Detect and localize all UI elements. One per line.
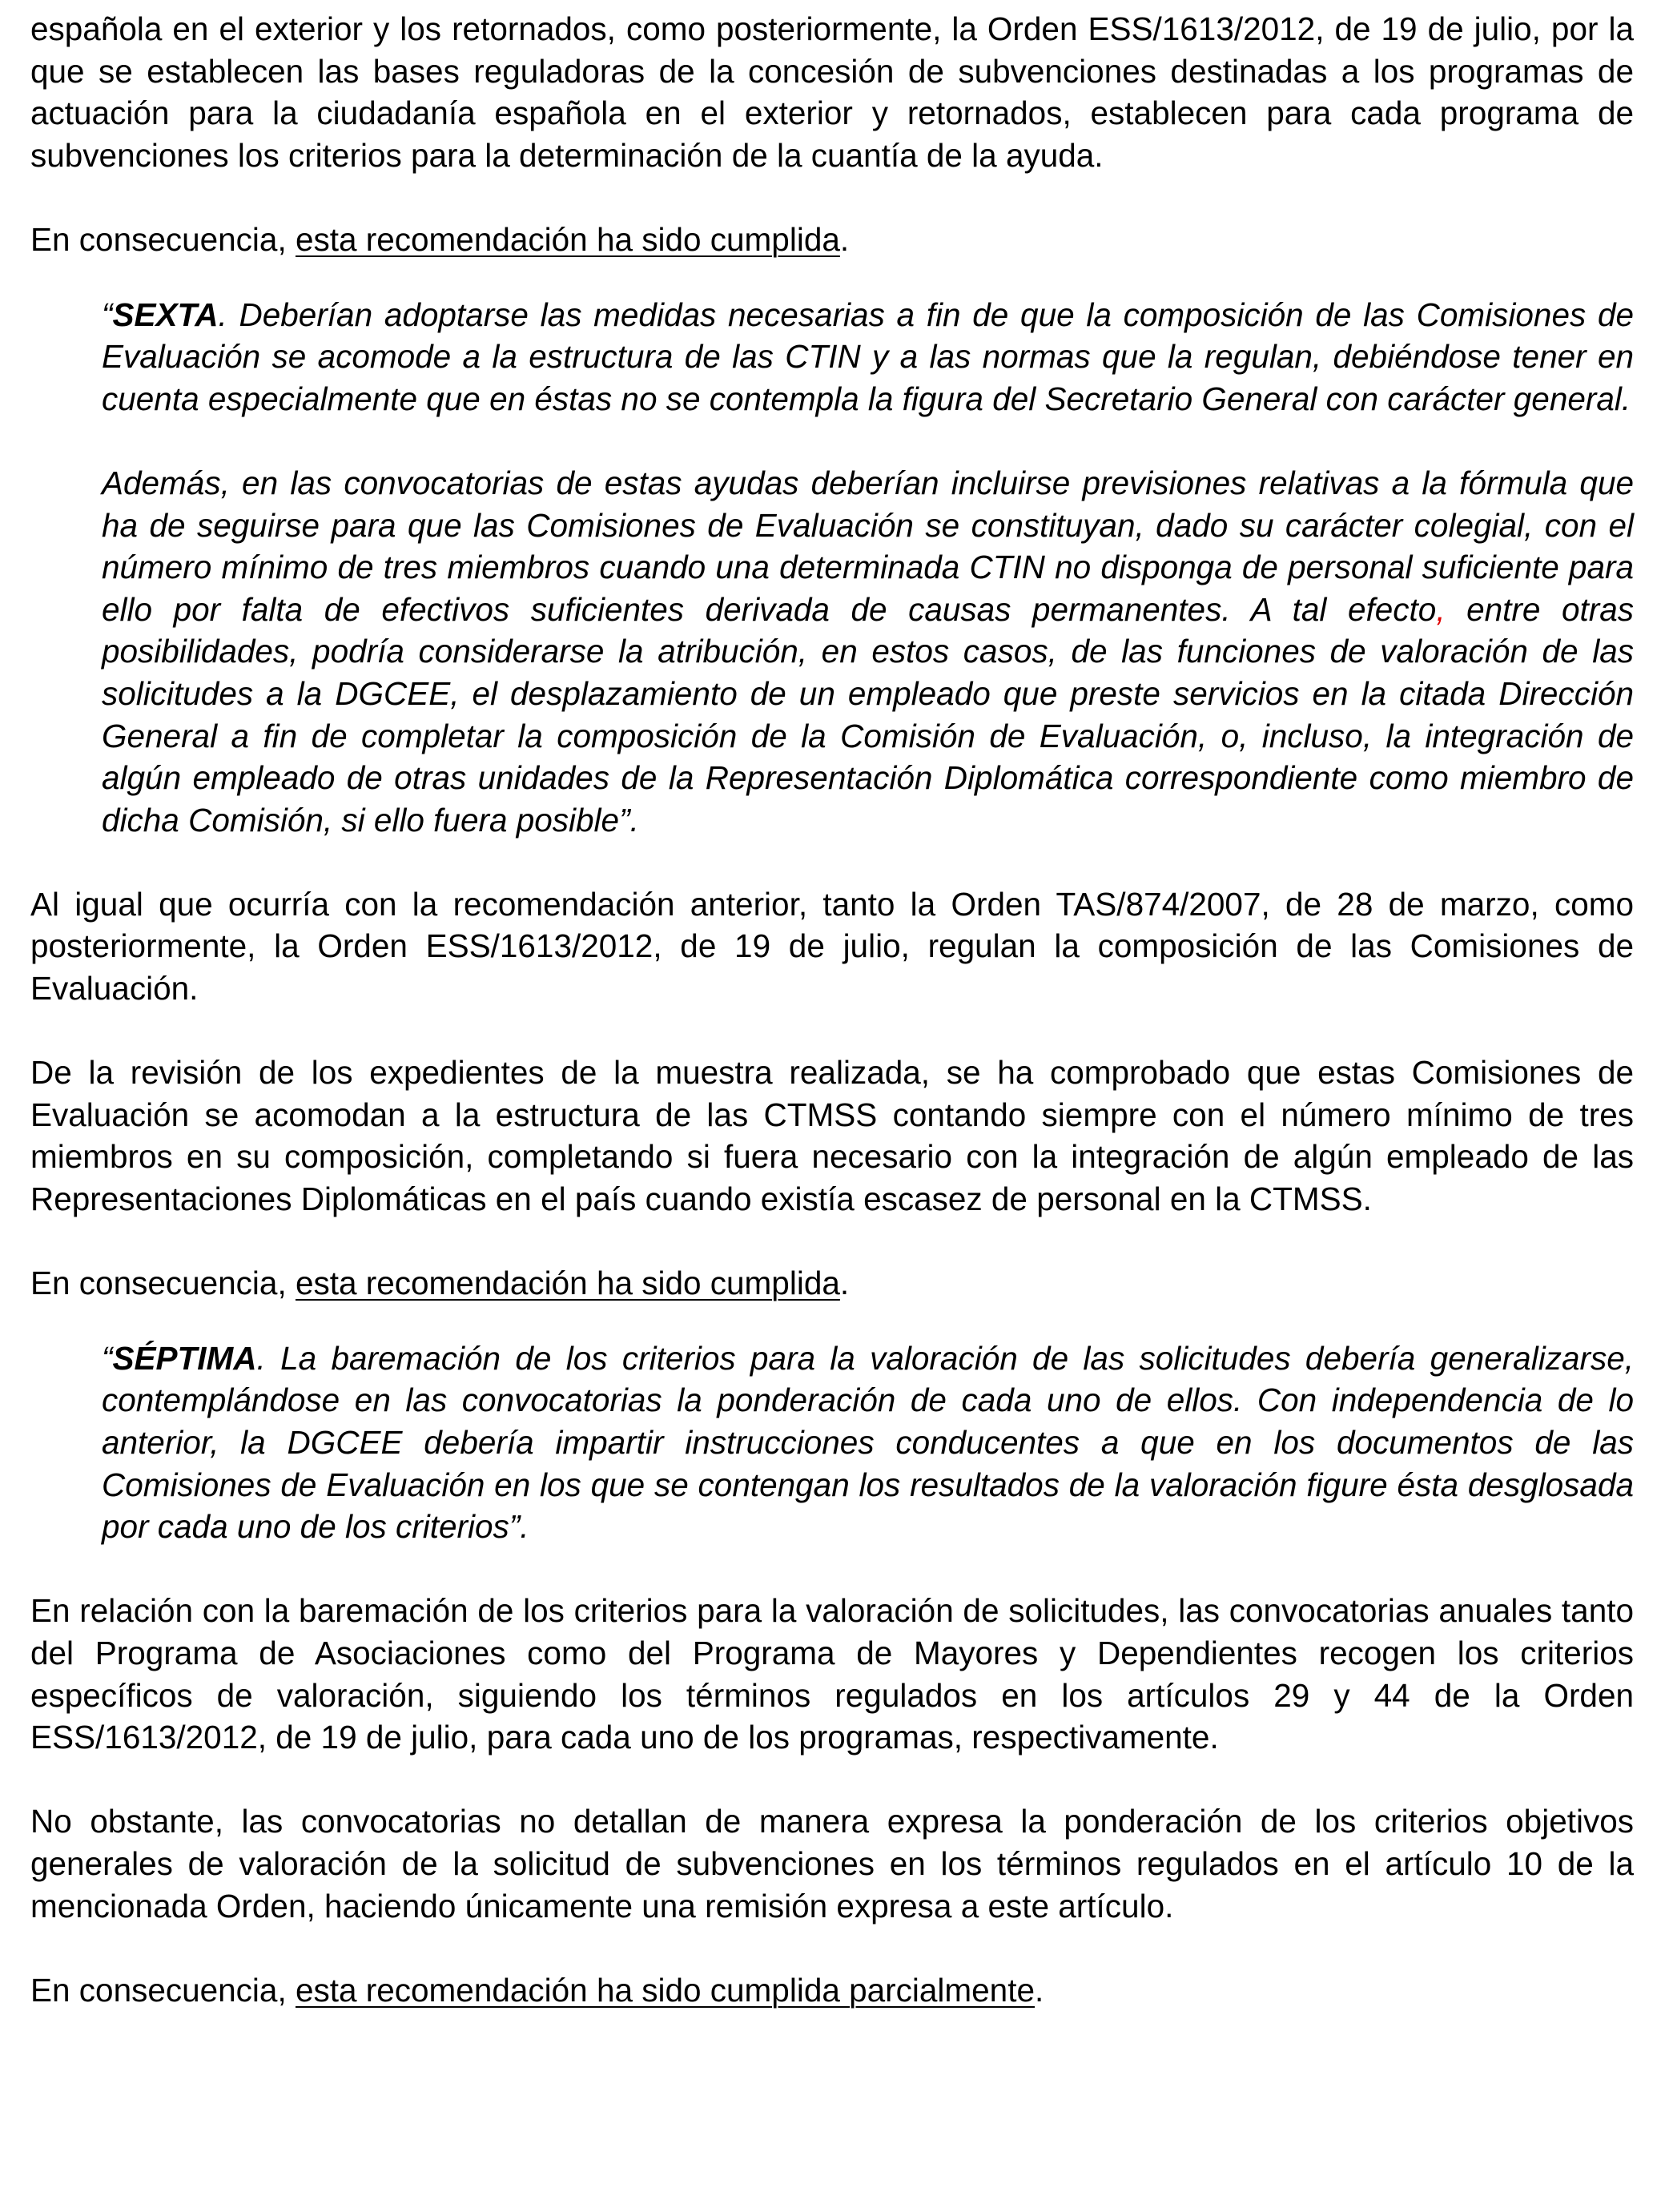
conclusion-sexta: En consecuencia, esta recomendación ha sido cumplida. xyxy=(30,1265,850,1302)
quote-sexta-continued: Además, en las convocatorias de estas ayudas deberían incluirse previsiones relativas a la fórmula que ha de seguirse para que las Comisiones de Evaluación se constituyan, dado su carácter colegial, con el número mínimo de tres miembros cuando una determinada CTIN no disponga de personal suficiente para ello por falta de efectivos suficientes derivada de causas permanentes. A tal efecto, entre otras posibilidades, podría considerarse la atribución, en estos casos, de las funciones de valoración de las solicitudes a la DGCEE, el desplazamiento de un empleado que preste servicios en la citada Dirección General a fin de completar la composición de la Comisión de Evaluación, o, incluso, la integración de algún empleado de otras unidades de la Representación Diplomática correspondiente como miembro de dicha Comisión, si ello fuera posible”. xyxy=(102,464,1635,839)
paragraph-no-obstante: No obstante, las convocatorias no detallan de manera expresa la ponderación de los criterios objetivos generales de valoración de la solicitud de subvenciones en los términos regulados en el artículo 10 de la mencionada Orden, haciendo únicamente una remisión expresa a este artículo. xyxy=(30,1803,1634,1924)
red-comma: , xyxy=(1436,590,1446,628)
conclusion-verdict: esta recomendación ha sido cumplida xyxy=(295,220,840,258)
paragraph-orden-composicion: Al igual que ocurría con la recomendación anterior, tanto la Orden TAS/874/2007, de 28 de marzo, como posteriormente, la Orden ESS/1613/2012, de 19 de julio, regulan la composición de las Comisiones de Evaluación. xyxy=(30,885,1634,1007)
conclusion-septima: En consecuencia, esta recomendación ha sido cumplida parcialmente. xyxy=(30,1971,1044,2009)
paragraph-baremacion: En relación con la baremación de los criterios para la valoración de solicitudes, las convocatorias anuales tanto del Programa de Asociaciones como del Programa de Mayores y Dependientes recogen los criterios específicos de valoración, siguiendo los términos regulados en los artículos 29 y 44 de la Orden ESS/1613/2012, de 19 de julio, para cada uno de los programas, respectivamente. xyxy=(30,1592,1634,1756)
conclusion-prefix: En consecuencia, xyxy=(30,1971,296,2009)
document-page xyxy=(30,8,1634,2053)
paragraph-revision-expedientes: De la revisión de los expedientes de la muestra realizada, se ha comprobado que estas Comisiones de Evaluación se acomodan a la estructura de las CTMSS contando siempre con el número mínimo de tres miembros en su composición, completando si fuera necesario con la integración de algún empleado de las Representaciones Diplomáticas en el país cuando existía escasez de personal en la CTMSS. xyxy=(30,1054,1634,1218)
conclusion-verdict: esta recomendación ha sido cumplida parcialmente xyxy=(295,1971,1035,2009)
quote-sexta: “SEXTA. Deberían adoptarse las medidas necesarias a fin de que la composición de las Comisiones de Evaluación se acomode a la estructura de las CTIN y a las normas que la regulan, debiéndose tener en cuenta especialmente que en éstas no se contempla la figura del Secretario General con carácter general. xyxy=(102,296,1634,417)
conclusion-prefix: En consecuencia, xyxy=(30,220,296,258)
recommendation-label: SÉPTIMA xyxy=(112,1339,257,1377)
quote-septima: “SÉPTIMA. La baremación de los criterios para la valoración de las solicitudes debería generalizarse, contemplándose en las convocatorias la ponderación de cada uno de ellos. Con independencia de lo anterior, la DGCEE debería impartir instrucciones conducentes a que en los documentos de las Comisiones de Evaluación en los que se contengan los resultados de la valoración figure ésta desglosada por cada uno de los criterios”. xyxy=(102,1339,1634,1546)
conclusion-verdict: esta recomendación ha sido cumplida xyxy=(295,1265,840,1302)
conclusion-sexta-prev: En consecuencia, esta recomendación ha sido cumplida. xyxy=(30,220,850,258)
recommendation-label: SEXTA xyxy=(112,296,219,333)
conclusion-prefix: En consecuencia, xyxy=(30,1265,296,1302)
paragraph-intro: española en el exterior y los retornados, como posteriormente, la Orden ESS/1613/2012, de 19 de julio, por la que se establecen las bases reguladoras de la concesión de subvenciones destinadas a los programas de actuación para la ciudadanía española en el exterior y retornados, establecen para cada programa de subvenciones los criterios para la determinación de la cuantía de la ayuda. xyxy=(30,10,1634,174)
